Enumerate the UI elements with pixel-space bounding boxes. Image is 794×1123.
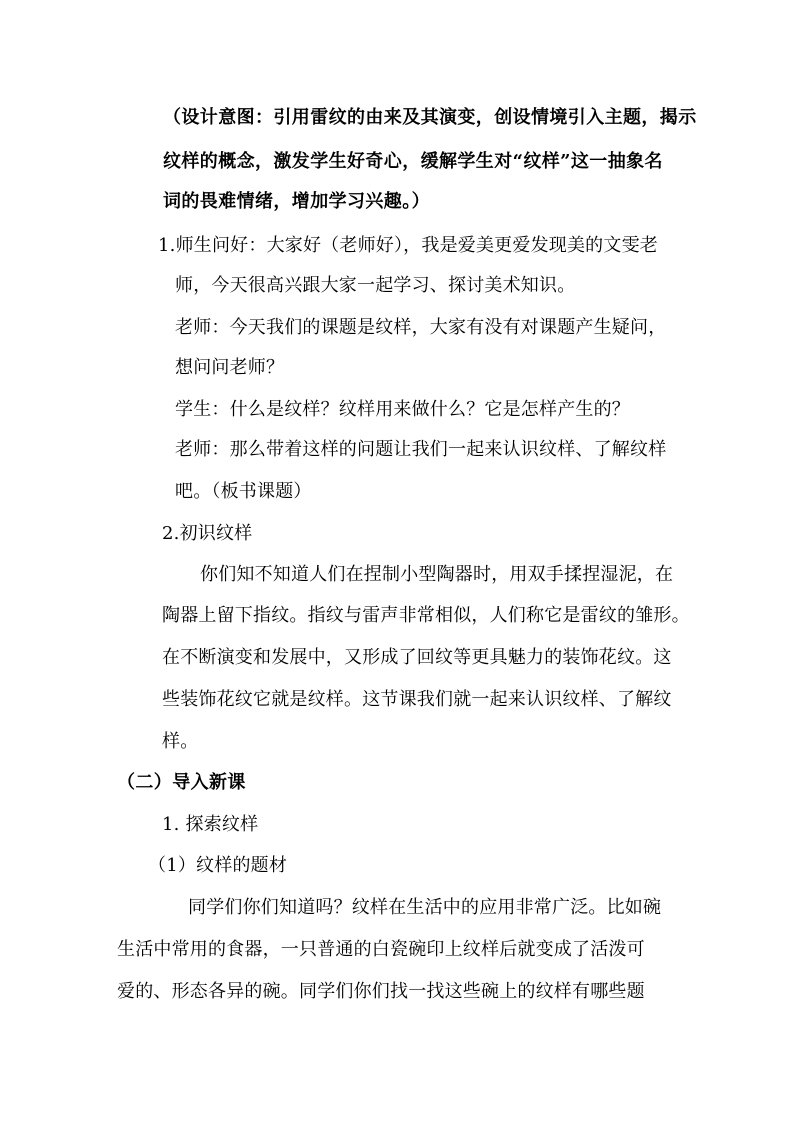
dialogue-line-2: 想问问老师？ [175,357,285,378]
part2-subitem1: （1）纹样的题材 [148,855,288,876]
dialogue-line-3: 学生：什么是纹样？纹样用来做什么？它是怎样产生的？ [175,399,630,420]
section2-paragraph-line-3: 在不断演变和发展中，又形成了回纹等更具魅力的装饰花纹。这 [162,647,672,668]
section2-paragraph-line-1: 你们知不知道人们在捏制小型陶器时，用双手揉捏湿泥，在 [200,564,674,585]
section2-paragraph-line-2: 陶器上留下指纹。指纹与雷声非常相似，人们称它是雷纹的雏形。 [162,605,690,626]
section2-paragraph-line-4: 些装饰花纹它就是纹样。这节课我们就一起来认识纹样、了解纹 [162,689,672,710]
dialogue-line-4: 老师：那么带着这样的问题让我们一起来认识纹样、了解纹样 [175,439,667,460]
section2-heading: 2.初识纹样 [162,523,253,544]
part2-paragraph-line-2: 生活中常用的食器，一只普通的白瓷碗印上纹样后就变成了活泼可 [117,939,645,960]
design-note-line-2: 纹样的概念，激发学生好奇心，缓解学生对“纹样”这一抽象名 [163,151,663,172]
part2-paragraph-line-1: 同学们你们知道吗？纹样在生活中的应用非常广泛。比如碗 [188,897,662,918]
part2-paragraph-line-3: 爱的、形态各异的碗。同学们你们找一找这些碗上的纹样有哪些题 [117,981,645,1002]
section1-heading-line-2: 师，今天很高兴跟大家一起学习、探讨美术知识。 [175,275,576,296]
part2-item1: 1. 探索纹样 [162,814,259,835]
dialogue-line-1: 老师：今天我们的课题是纹样，大家有没有对课题产生疑问， [175,317,667,338]
section2-paragraph-line-5: 样。 [162,731,199,752]
section1-heading-line-1: 1.师生问好：大家好（老师好），我是爱美更爱发现美的文雯老 [158,235,658,256]
design-note-line-1: （设计意图：引用雷纹的由来及其演变，创设情境引入主题，揭示 [163,107,697,128]
design-note-line-3: 词的畏难情绪，增加学习兴趣。） [163,191,430,212]
part2-title: （二）导入新课 [117,772,246,793]
dialogue-line-5: 吧。（板书课题） [175,481,312,502]
